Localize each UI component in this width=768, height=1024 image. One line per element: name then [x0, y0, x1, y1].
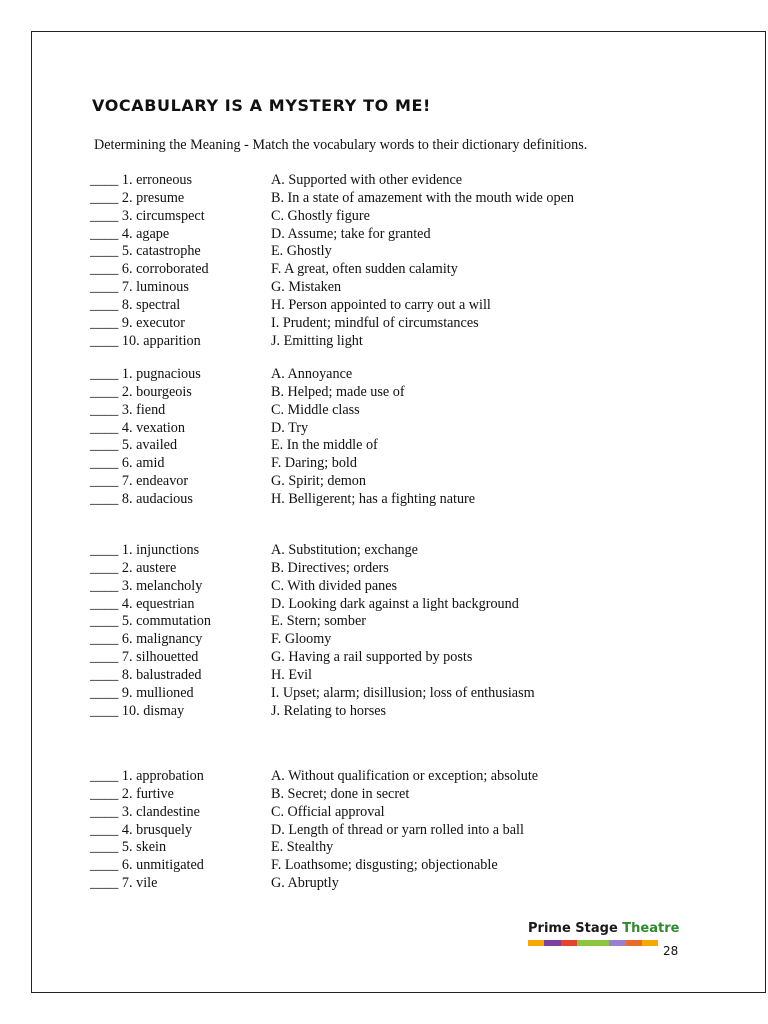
definition: D. Looking dark against a light background — [271, 595, 519, 612]
vocab-word: ____ 10. apparition — [90, 332, 201, 349]
definition: E. Stealthy — [271, 839, 334, 856]
logo-color-segment — [561, 940, 577, 946]
definition: F. A great, often sudden calamity — [271, 261, 458, 278]
page-number: 28 — [663, 944, 679, 958]
vocab-word: ____ 7. silhouetted — [90, 649, 199, 666]
definition: D. Length of thread or yarn rolled into a ball — [271, 821, 524, 838]
vocab-word: ____ 6. malignancy — [90, 631, 203, 648]
vocab-word: ____ 5. catastrophe — [90, 243, 201, 260]
definition: F. Loathsome; disgusting; objectionable — [271, 857, 498, 874]
vocab-word: ____ 8. balustraded — [90, 666, 202, 683]
vocab-word: ____ 9. executor — [90, 314, 185, 331]
vocab-word: ____ 3. fiend — [90, 401, 166, 418]
vocab-word: ____ 8. audacious — [90, 490, 193, 507]
definition: H. Belligerent; has a fighting nature — [271, 490, 476, 507]
vocab-word: ____ 6. corroborated — [90, 261, 209, 278]
definition: A. Without qualification or exception; absolute — [271, 768, 539, 784]
definition: D. Assume; take for granted — [271, 225, 431, 242]
vocab-word: ____ 5. skein — [90, 839, 167, 856]
instructions: Determining the Meaning - Match the vocabulary words to their dictionary definitions. — [94, 137, 588, 153]
definition: E. Ghostly — [271, 243, 332, 260]
definition: C. Middle class — [271, 401, 360, 418]
logo-color-segment — [544, 940, 560, 946]
vocab-word: ____ 8. spectral — [90, 296, 181, 313]
definition: B. Secret; done in secret — [271, 785, 410, 802]
vocab-word: ____ 7. vile — [90, 875, 158, 892]
vocab-word: ____ 3. clandestine — [90, 803, 200, 820]
vocab-word: ____ 4. agape — [90, 225, 170, 242]
definition: C. With divided panes — [271, 577, 398, 594]
definition: G. Mistaken — [271, 279, 342, 296]
definition: J. Emitting light — [271, 332, 363, 349]
definition: B. In a state of amazement with the mouth wide open — [271, 189, 574, 206]
vocab-word: ____ 10. dismay — [90, 702, 185, 719]
vocab-word: ____ 2. bourgeois — [90, 383, 192, 400]
definition: D. Try — [271, 419, 309, 436]
definition: A. Supported with other evidence — [271, 172, 463, 188]
logo-color-segment — [642, 940, 658, 946]
logo-color-segment — [593, 940, 609, 946]
definition: J. Relating to horses — [271, 702, 387, 719]
definition: F. Daring; bold — [271, 455, 357, 472]
worksheet-title: VOCABULARY IS A MYSTERY TO ME! — [92, 96, 431, 115]
logo-color-segment — [609, 940, 625, 946]
vocab-word: ____ 5. availed — [90, 437, 178, 454]
vocab-word: ____ 1. pugnacious — [90, 366, 201, 382]
definition: G. Having a rail supported by posts — [271, 649, 473, 666]
vocab-word: ____ 7. luminous — [90, 279, 189, 296]
vocab-word: ____ 6. unmitigated — [90, 857, 204, 874]
logo-text — [528, 921, 680, 936]
vocab-word: ____ 1. injunctions — [90, 542, 200, 558]
definition: G. Spirit; demon — [271, 473, 366, 490]
vocab-word: ____ 5. commutation — [90, 613, 211, 630]
vocab-word: ____ 4. brusquely — [90, 821, 193, 838]
definition: B. Directives; orders — [271, 559, 389, 576]
definition: H. Person appointed to carry out a will — [271, 296, 491, 313]
definition: E. Stern; somber — [271, 613, 366, 630]
vocab-word: ____ 4. equestrian — [90, 595, 195, 612]
definition: C. Ghostly figure — [271, 207, 370, 224]
logo-color-bar — [528, 940, 658, 946]
vocab-word: ____ 1. approbation — [90, 768, 204, 784]
definition: A. Annoyance — [271, 366, 353, 382]
definition: A. Substitution; exchange — [271, 542, 418, 558]
vocab-word: ____ 6. amid — [90, 455, 165, 472]
definition: I. Prudent; mindful of circumstances — [271, 314, 479, 331]
definition: H. Evil — [271, 666, 312, 683]
prime-stage-theatre-logo — [528, 921, 680, 946]
vocab-word: ____ 2. presume — [90, 189, 185, 206]
vocab-word: ____ 3. circumspect — [90, 207, 205, 224]
logo-color-segment — [528, 940, 544, 946]
vocab-word: ____ 4. vexation — [90, 419, 185, 436]
logo-theatre: Theatre — [622, 921, 680, 936]
vocab-word: ____ 1. erroneous — [90, 172, 193, 188]
vocab-word: ____ 2. austere — [90, 559, 177, 576]
definition: E. In the middle of — [271, 437, 378, 454]
logo-color-segment — [577, 940, 593, 946]
vocab-word: ____ 2. furtive — [90, 785, 174, 802]
definition: C. Official approval — [271, 803, 385, 820]
definition: B. Helped; made use of — [271, 383, 405, 400]
logo-color-segment — [626, 940, 642, 946]
vocab-word: ____ 9. mullioned — [90, 684, 194, 701]
definition: G. Abruptly — [271, 875, 339, 892]
logo-prime: Prime Stage — [528, 921, 618, 936]
vocab-word: ____ 3. melancholy — [90, 577, 203, 594]
definition: I. Upset; alarm; disillusion; loss of enthusiasm — [271, 684, 535, 701]
vocab-word: ____ 7. endeavor — [90, 473, 189, 490]
definition: F. Gloomy — [271, 631, 332, 648]
